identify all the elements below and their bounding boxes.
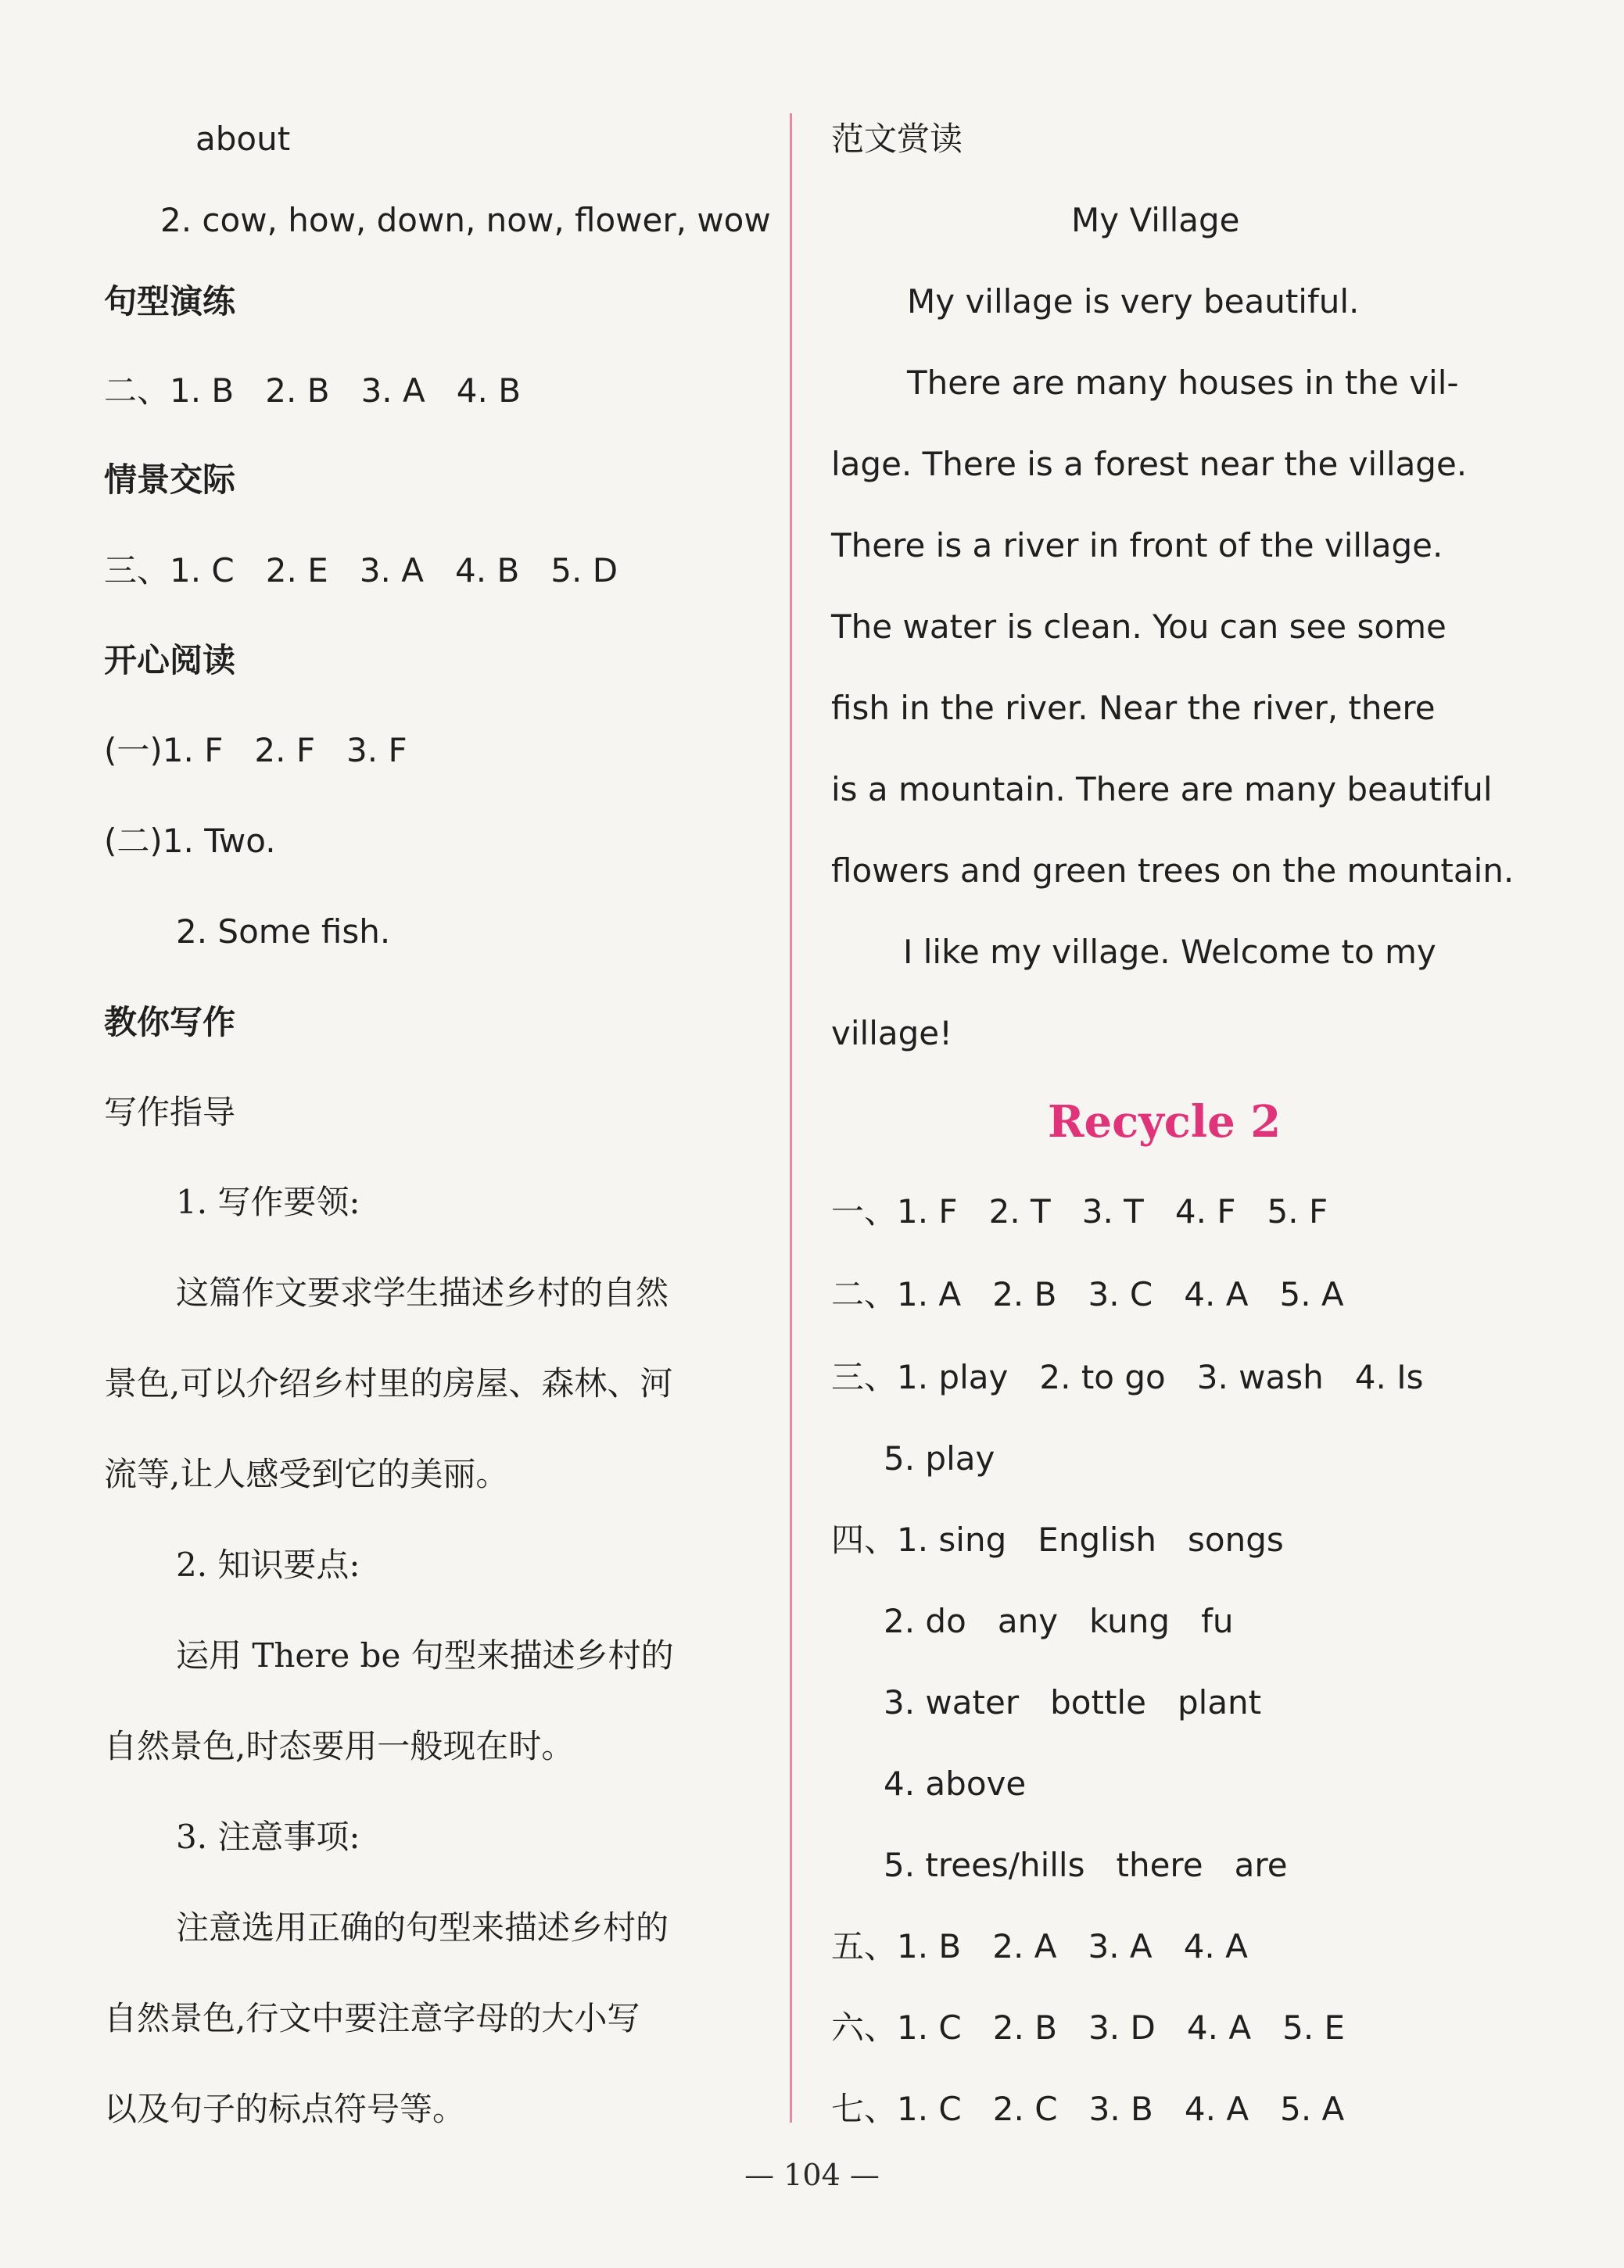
answer-line: 七、1. C 2. C 3. B 4. A 5. A [831, 2090, 1345, 2128]
page-number: — 104 — [744, 2158, 880, 2192]
answer-line: 2. Some fish. [176, 912, 391, 951]
answer-line: 一、1. F 2. T 3. T 4. F 5. F [831, 1192, 1328, 1231]
guide-line: 1. 写作要领: [176, 1183, 360, 1221]
guide-line: 以及句子的标点符号等。 [104, 2090, 466, 2128]
essay-title: My Village [1071, 201, 1240, 239]
answer-line: 4. above [884, 1765, 1027, 1803]
subsection-heading: 写作指导 [104, 1093, 236, 1131]
answer-line: 二、1. B 2. B 3. A 4. B [104, 371, 522, 410]
answer-line: 5. trees/hills there are [884, 1846, 1288, 1884]
answer-line: 五、1. B 2. A 3. A 4. A [831, 1927, 1248, 1965]
guide-line: 流等,让人感受到它的美丽。 [104, 1455, 509, 1493]
answer-line: 2. do any kung fu [884, 1602, 1234, 1640]
section-heading: 教你写作 [104, 1003, 236, 1041]
guide-line: 景色,可以介绍乡村里的房屋、森林、河 [104, 1364, 673, 1403]
answer-line: (二)1. Two. [104, 822, 276, 860]
essay-line: The water is clean. You can see some [831, 607, 1447, 646]
column-divider [790, 113, 792, 2123]
answer-line: 六、1. C 2. B 3. D 4. A 5. E [831, 2008, 1346, 2047]
answer-line: 四、1. sing English songs [831, 1521, 1284, 1559]
subsection-heading: 范文赏读 [831, 120, 963, 158]
guide-line: 2. 知识要点: [176, 1546, 360, 1584]
section-heading: 情景交际 [104, 460, 236, 499]
essay-line: village! [831, 1014, 952, 1052]
essay-line: lage. There is a forest near the village. [831, 445, 1468, 483]
essay-line: fish in the river. Near the river, there [831, 689, 1436, 727]
guide-line: 这篇作文要求学生描述乡村的自然 [176, 1274, 669, 1312]
guide-line: 3. 注意事项: [176, 1818, 360, 1856]
essay-line: There are many houses in the vil- [907, 364, 1459, 402]
answer-line: 5. play [884, 1439, 995, 1478]
essay-line: There is a river in front of the village. [831, 526, 1443, 564]
essay-line: flowers and green trees on the mountain. [831, 851, 1515, 890]
answer-line: (一)1. F 2. F 3. F [104, 731, 407, 769]
section-heading: 开心阅读 [104, 641, 236, 679]
answer-line: 2. cow, how, down, now, flower, wow [160, 201, 771, 239]
essay-line: is a mountain. There are many beautiful [831, 770, 1493, 808]
essay-line: My village is very beautiful. [907, 282, 1360, 321]
essay-line: I like my village. Welcome to my [903, 933, 1436, 971]
answer-line: about [195, 120, 291, 158]
answer-line: 三、1. play 2. to go 3. wash 4. Is [831, 1358, 1424, 1396]
guide-line: 自然景色,时态要用一般现在时。 [104, 1727, 575, 1765]
recycle-title: Recycle 2 [1048, 1096, 1282, 1148]
guide-line: 自然景色,行文中要注意字母的大小写 [104, 1999, 640, 2037]
answer-line: 3. water bottle plant [884, 1683, 1262, 1722]
guide-line: 注意选用正确的句型来描述乡村的 [176, 1908, 669, 1947]
answer-line: 三、1. C 2. E 3. A 4. B 5. D [104, 551, 618, 589]
guide-line: 运用 There be 句型来描述乡村的 [176, 1636, 674, 1675]
answer-line: 二、1. A 2. B 3. C 4. A 5. A [831, 1275, 1344, 1313]
section-heading: 句型演练 [104, 282, 236, 321]
